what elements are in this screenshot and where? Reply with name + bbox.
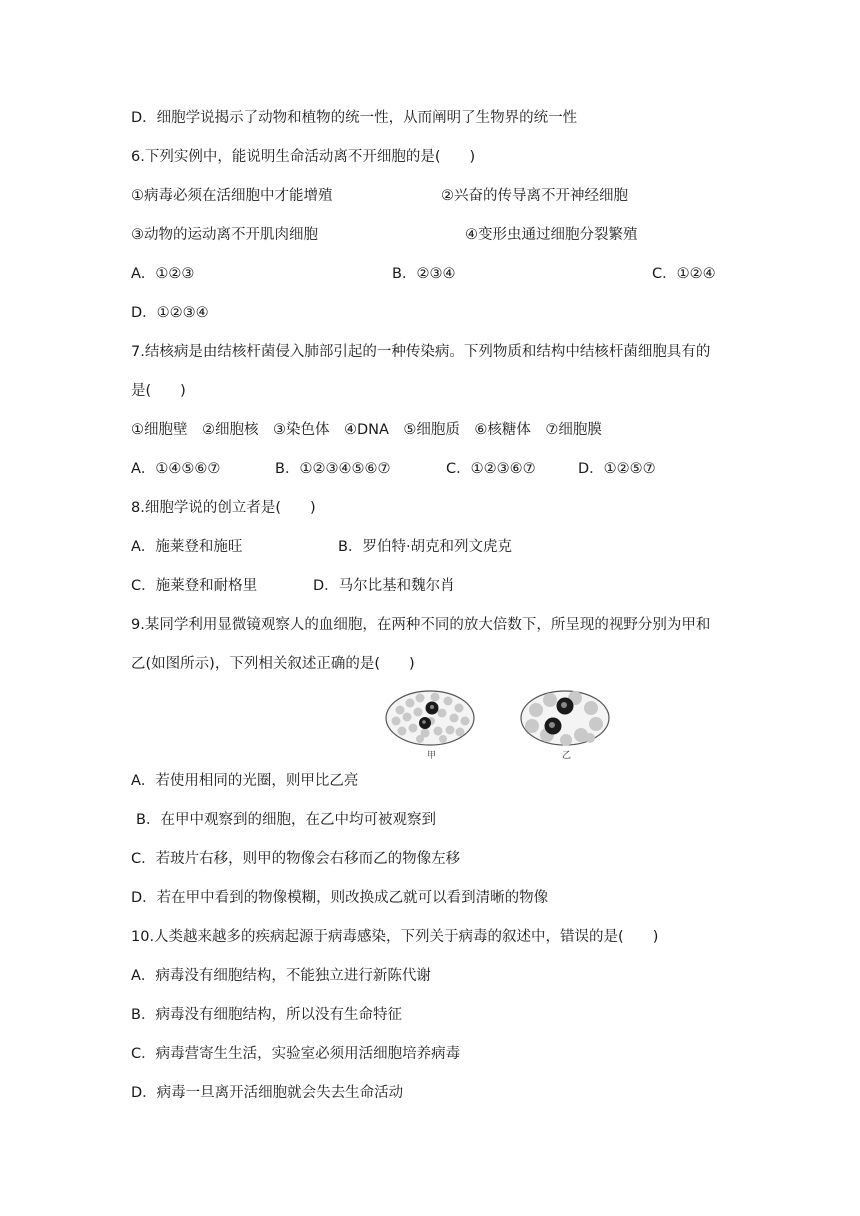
- q6-option-a: A．①②③: [131, 266, 195, 282]
- q7-items: ①细胞壁 ②细胞核 ③染色体 ④DNA ⑤细胞质 ⑥核糖体 ⑦细胞膜: [131, 422, 602, 438]
- q8-option-d: D．马尔比基和魏尔肖: [313, 578, 455, 594]
- q7-option-a: A．①④⑤⑥⑦: [131, 461, 221, 477]
- label-jia: 甲: [427, 751, 437, 761]
- q9-option-b: B．在甲中观察到的细胞，在乙中均可被观察到: [136, 812, 436, 828]
- field-yi: [521, 691, 609, 761]
- microscope-fields-figure: [380, 688, 620, 764]
- q9-option-c: C．若玻片右移，则甲的物像会右移而乙的物像左移: [131, 851, 461, 867]
- q6-item-1: ①病毒必须在活细胞中才能增殖: [131, 188, 333, 204]
- q8-option-a: A．施莱登和施旺: [131, 539, 243, 555]
- q6-option-b: B．②③④: [392, 266, 456, 282]
- question-8: 8.细胞学说的创立者是( ): [131, 500, 316, 516]
- q9-option-d: D．若在甲中看到的物像模糊，则改换成乙就可以看到清晰的物像: [131, 890, 549, 906]
- q10-option-b: B．病毒没有细胞结构，所以没有生命特征: [131, 1007, 402, 1023]
- question-7-line-2: 是( ): [131, 383, 186, 399]
- question-9-line-1: 9.某同学利用显微镜观察人的血细胞，在两种不同的放大倍数下，所呈现的视野分别为甲和: [131, 617, 711, 633]
- q9-option-a: A．若使用相同的光圈，则甲比乙亮: [131, 773, 359, 789]
- question-9-line-2: 乙(如图所示)，下列相关叙述正确的是( ): [131, 656, 415, 672]
- microscope-fields-svg: [380, 688, 620, 764]
- q6-item-4: ④变形虫通过细胞分裂繁殖: [465, 227, 638, 243]
- q6-item-3: ③动物的运动离不开肌肉细胞: [131, 227, 318, 243]
- q10-option-a: A．病毒没有细胞结构，不能独立进行新陈代谢: [131, 968, 431, 984]
- q10-option-d: D．病毒一旦离开活细胞就会失去生命活动: [131, 1085, 404, 1101]
- q6-option-c: C．①②④: [652, 266, 716, 282]
- field-jia: [386, 691, 474, 761]
- q7-option-d: D．①②⑤⑦: [578, 461, 656, 477]
- q8-option-b: B．罗伯特·胡克和列文虎克: [338, 539, 513, 555]
- q7-option-c: C．①②③⑥⑦: [446, 461, 536, 477]
- q7-option-b: B．①②③④⑤⑥⑦: [275, 461, 391, 477]
- q6-option-d: D．①②③④: [131, 305, 209, 321]
- q10-option-c: C．病毒营寄生生活，实验室必须用活细胞培养病毒: [131, 1046, 461, 1062]
- question-6: 6.下列实例中，能说明生命活动离不开细胞的是( ): [131, 149, 476, 165]
- label-yi: 乙: [562, 751, 572, 761]
- question-10: 10.人类越来越多的疾病起源于病毒感染，下列关于病毒的叙述中，错误的是( ): [131, 929, 659, 945]
- q6-item-2: ②兴奋的传导离不开神经细胞: [441, 188, 628, 204]
- question-7-line-1: 7.结核病是由结核杆菌侵入肺部引起的一种传染病。下列物质和结构中结核杆菌细胞具有的: [131, 344, 711, 360]
- line-d-cell-theory: D．细胞学说揭示了动物和植物的统一性，从而阐明了生物界的统一性: [131, 110, 578, 126]
- q8-option-c: C．施莱登和耐格里: [131, 578, 258, 594]
